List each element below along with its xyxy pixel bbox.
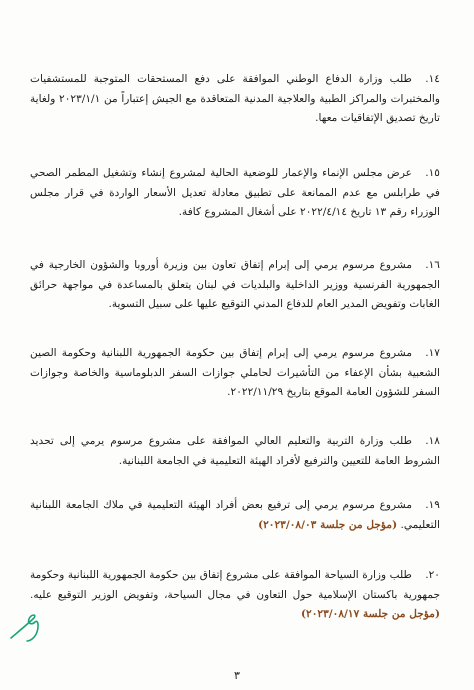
page-number: ٣ xyxy=(234,669,240,682)
item-text: مشروع مرسوم يرمي إلى ترفيع بعض أفراد الهيئة التعليمية في ملاك الجامعة اللبنانية التعليمي. xyxy=(30,499,440,531)
item-number: ١٤. xyxy=(425,73,440,85)
item-text: مشروع مرسوم يرمي إلى إبرام إتفاق بين حكومة الجمهورية اللبنانية وحكومة الصين الشعبية بشأن الإعفاء من التأشيرات لحاملي جوازات السفر الدبلوماسية والخاصة وجوازات السفر للشؤون العامة الموقع بتاريخ ٢٠٢٢/١١/٢٩. xyxy=(30,347,440,398)
item-text: مشروع مرسوم يرمي إلى إبرام إتفاق تعاون بين وزيرة أوروبا والشؤون الخارجية في الجمهورية الفرنسية ووزير الداخلية والبلديات في لبنان يتعلق بالمساعدة في مواجهة حرائق الغابات وتفويض المدير العام للدفاع المدني التوقيع عليها على سبيل التسوية. xyxy=(30,259,440,310)
postponed-note: (مؤجل من جلسة ٢٠٢٣/٠٨/١٧) xyxy=(300,608,440,620)
item-number: ١٥. xyxy=(425,167,440,179)
item-text: طلب وزارة الدفاع الوطني الموافقة على دفع المستحقات المتوجبة للمستشفيات والمختبرات والمراكز الطبية والعلاجية المدنية المتعاقدة مع الجيش إعتباراً من ٢٠٢٣/١/١ ولغاية تاريخ تصديق الإتفاقيات معها. xyxy=(30,73,440,124)
item-number: ١٩. xyxy=(425,499,440,511)
item-number: ١٦. xyxy=(425,259,440,271)
agenda-item-16 xyxy=(30,256,440,315)
agenda-item-14 xyxy=(30,70,440,129)
agenda-item-15 xyxy=(30,164,440,223)
agenda-item-19 xyxy=(30,496,440,535)
item-number: ١٧. xyxy=(425,347,440,359)
postponed-note: (مؤجل من جلسة ٢٠٢٣/٠٨/٠٣) xyxy=(258,518,398,531)
item-number: ٢٠. xyxy=(425,569,440,581)
item-text: عرض مجلس الإنماء والإعمار للوضعية الحالية لمشروع إنشاء وتشغيل المطمر الصحي في طرابلس مع عدم الممانعة على تطبيق معادلة تعديل الأسعار الواردة في قرار مجلس الوزراء رقم ١٣ تاريخ ٢٠٢٢/٤/١٤ على أشغال المشروع كافة. xyxy=(30,167,440,218)
item-text: طلب وزارة السياحة الموافقة على مشروع إتفاق بين حكومة الجمهورية اللبنانية وحكومة جمهورية باكستان الإسلامية حول التعاون في مجال السياحة، وتفويض الوزير التوقيع عليه. xyxy=(30,569,440,601)
handwritten-signature xyxy=(8,612,50,644)
item-text: طلب وزارة التربية والتعليم العالي الموافقة على مشروع مرسوم يرمي إلى تحديد الشروط العامة للتعيين والترفيع لأفراد الهيئة التعليمية في الجامعة اللبنانية. xyxy=(30,435,440,467)
item-number: ١٨. xyxy=(425,435,440,447)
agenda-item-18 xyxy=(30,432,440,471)
agenda-item-17 xyxy=(30,344,440,403)
agenda-item-20 xyxy=(30,566,440,625)
